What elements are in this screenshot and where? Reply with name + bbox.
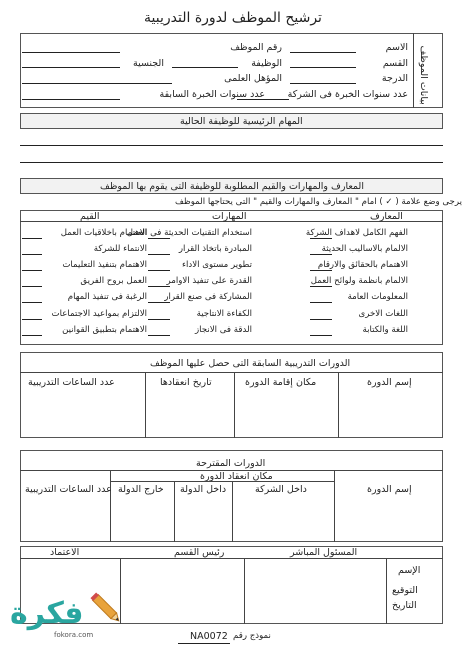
form-no: NA0072 [190,631,228,642]
proposed-col-divider-4 [110,470,111,542]
skill-item-checkbox[interactable] [148,302,170,303]
skill-item-checkbox[interactable] [148,238,170,239]
skill-item-label: الدقة فى الانجاز [195,325,252,335]
watermark-logo [6,588,126,648]
approvals-divider-labels [386,558,387,624]
value-item-label: الاهتمام بتطبيق القوانين [62,325,147,335]
employee-side-label: بيانات الموظف [417,45,429,105]
value-item-label: الاهتمام باخلاقيات العمل [60,228,147,238]
knowledge-item-checkbox[interactable] [310,286,332,287]
col-knowledge: المعارف [370,211,403,222]
value-item-label: الرغبة فى تنفيذ المهام [67,292,147,302]
knowledge-item-checkbox[interactable] [310,335,332,336]
nationality-label: الجنسية [133,58,164,69]
prev-col-date: تاريخ انعقادها [160,377,212,388]
section-label: القسم [382,58,408,69]
approval-date-label: التاريخ [392,600,417,611]
knowledge-item-label: المعلومات العامة [347,292,408,302]
value-item-checkbox[interactable] [22,286,42,287]
prev-courses-header-line [20,372,443,373]
grade-field[interactable] [290,83,356,84]
employee-side-divider [413,33,414,108]
proposed-col-name: إسم الدورة [367,484,412,495]
qualification-field[interactable] [22,83,172,84]
skill-item-checkbox[interactable] [148,286,170,287]
prev-col-divider-3 [145,372,146,438]
job-field[interactable] [172,67,238,68]
col-values: القيم [80,211,100,222]
proposed-col-divider-1 [334,470,335,542]
approval-signature-label: التوقيع [392,585,418,596]
years-company-label: عدد سنوات الخبرة فى الشركة [287,89,408,100]
watermark-url: fokora.com [54,631,94,639]
col-skills: المهارات [212,211,247,222]
value-item-checkbox[interactable] [22,319,42,320]
skills-header: المعارف والمهارات والقيم المطلوبة للوظيفة التى يقوم بها الموظف [100,181,364,192]
knowledge-item-label: اللغات الاخرى [358,309,408,319]
years-prev-field[interactable] [22,99,120,100]
knowledge-item-checkbox[interactable] [310,254,332,255]
qualification-label: المؤهل العلمى [224,73,282,84]
proposed-col-inside: داخل الدولة [180,484,227,495]
prev-col-name: إسم الدورة [367,377,412,388]
prev-col-divider-2 [234,372,235,438]
skills-note: يرجى وضع علامة ( ✓ ) امام " المعارف والمهارات والقيم " التى يحتاجها الموظف [175,197,462,207]
nationality-field[interactable] [22,67,120,68]
prev-col-hours: عدد الساعات التدريبية [28,377,115,388]
knowledge-item-label: اللغة والكتابة [362,325,408,335]
knowledge-item-checkbox[interactable] [310,319,332,320]
knowledge-item-label: الاهتمام بالحقائق والارقام [317,260,408,270]
form-no-label: نموذج رقم [233,631,271,641]
value-item-checkbox[interactable] [22,335,42,336]
skill-item-label: المشاركة فى صنع القرار [164,292,252,302]
value-item-label: الانتماء للشركة [93,244,147,254]
value-item-label: الاهتمام بتنفيذ التعليمات [62,260,147,270]
skill-item-checkbox[interactable] [148,254,170,255]
proposed-courses-header: الدورات المقترحة [196,458,266,469]
name-label: الاسم [385,42,408,53]
venue-subheader-line [110,481,334,482]
employee-no-field[interactable] [22,52,120,53]
proposed-col-hours: عدد الساعات التدريبية [25,484,112,495]
value-item-label: الالتزام بمواعيد الاجتماعات [51,309,147,319]
skill-item-checkbox[interactable] [148,270,170,271]
skill-item-checkbox[interactable] [148,319,170,320]
form-no-underline [178,643,230,644]
dept-head-label: رئيس القسم [174,547,225,558]
employee-no-label: رقم الموظف [230,42,282,53]
value-item-checkbox[interactable] [22,254,42,255]
approval-label: الاعتماد [50,547,80,558]
grade-label: الدرجة [381,73,408,84]
proposed-col-company: داخل الشركة [255,484,307,495]
tasks-header: المهام الرئيسية للوظيفة الحالية [180,116,303,127]
name-field[interactable] [290,52,356,53]
value-item-label: العمل بروح الفريق [80,276,147,286]
job-label: الوظيفة [251,58,282,69]
proposed-col-divider-2 [232,481,233,542]
skill-item-label: تطوير مستوى الاداء [181,260,252,270]
prev-col-divider-1 [338,372,339,438]
task-line-2[interactable] [20,162,443,163]
skill-item-label: الكفاءة الانتاجية [196,309,252,319]
form-title: ترشيح الموظف لدورة التدريبية [144,10,322,26]
knowledge-item-checkbox[interactable] [310,302,332,303]
skill-item-label: المبادرة باتخاذ القرار [178,244,252,254]
skill-item-checkbox[interactable] [148,335,170,336]
approval-name-label: الإسم [398,565,421,576]
section-field[interactable] [290,67,356,68]
value-item-checkbox[interactable] [22,302,42,303]
venue-header: مكان انعقاد الدورة [200,471,273,482]
knowledge-item-label: الفهم الكامل لاهداف الشركة [305,228,408,238]
approvals-divider-1 [244,558,245,624]
proposed-col-outside: خارج الدولة [118,484,164,495]
proposed-col-divider-3 [174,481,175,542]
skill-item-label: القدرة على تنفيذ الاوامر [166,276,252,286]
knowledge-item-label: الالمام بالاساليب الحديثة [321,244,408,254]
knowledge-item-checkbox[interactable] [310,270,332,271]
prev-col-place: مكان إقامة الدورة [245,377,317,388]
knowledge-item-checkbox[interactable] [310,238,332,239]
years-prev-label: عدد سنوات الخبرة السابقة [159,89,265,100]
prev-courses-header: الدورات التدريبية السابقة التى حصل عليها الموظف [150,358,351,369]
approvals-header-line [20,558,443,559]
skill-item-label: استخدام التقنيات الحديثة فى العمل [126,228,252,238]
watermark-text: فكرة [10,596,84,631]
task-line-1[interactable] [20,145,443,146]
direct-manager-label: المسئول المباشر [290,547,358,558]
value-item-checkbox[interactable] [22,238,42,239]
value-item-checkbox[interactable] [22,270,42,271]
knowledge-item-label: الالمام بانظمة ولوائح العمل [310,276,408,286]
